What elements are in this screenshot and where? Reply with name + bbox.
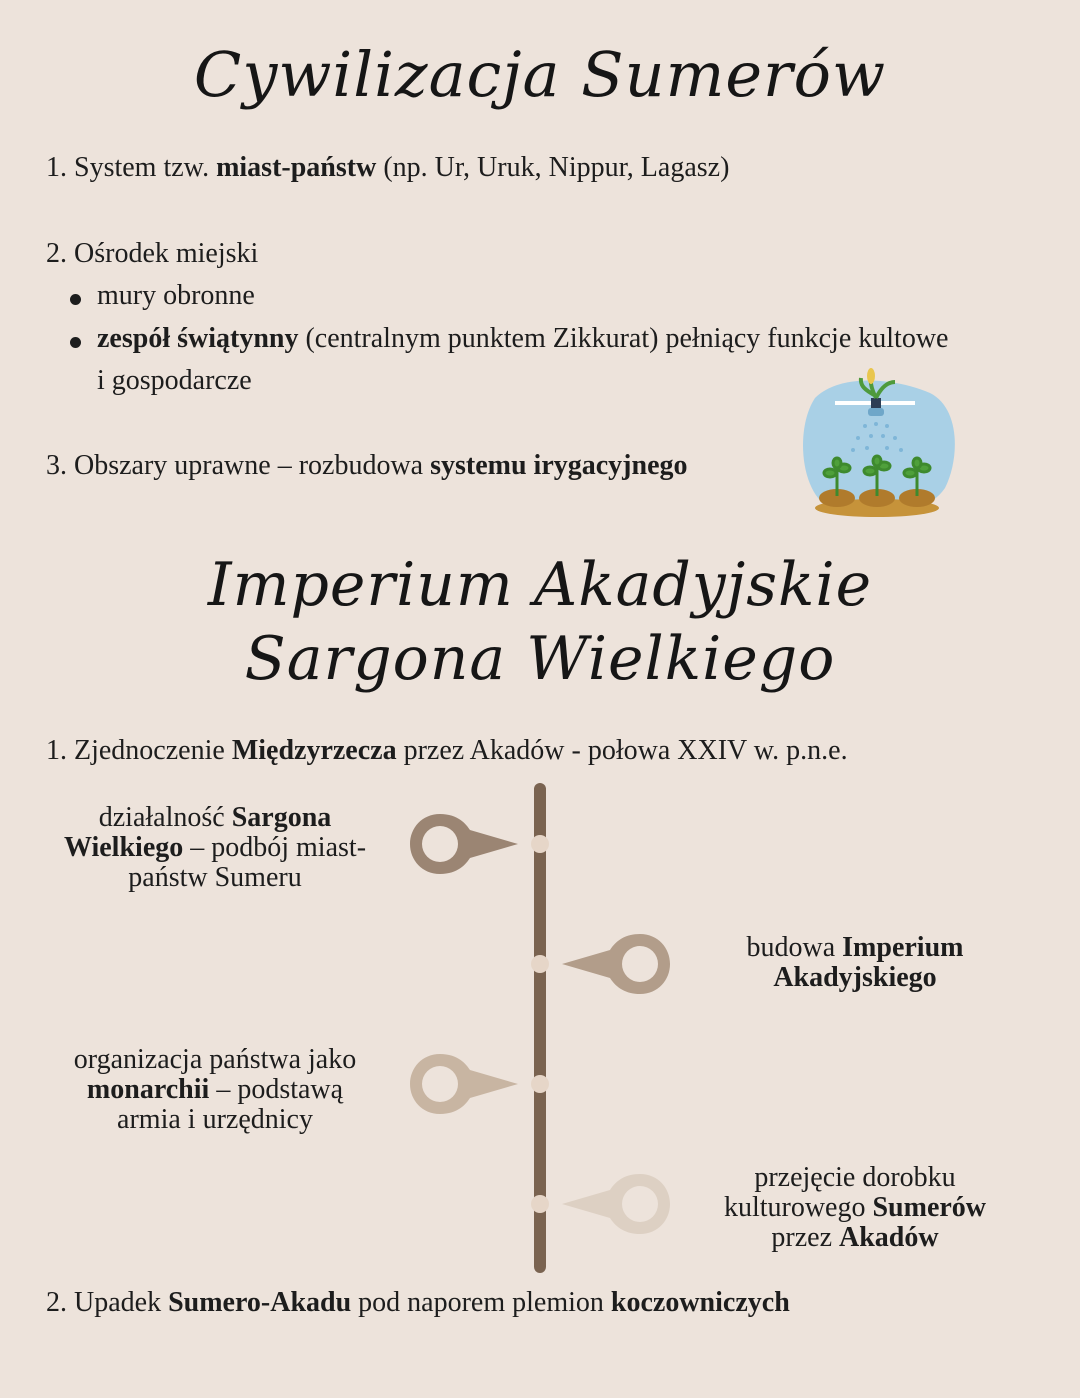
timeline-marker-3 (408, 1052, 520, 1116)
timeline-node (531, 835, 549, 853)
timeline-node (531, 955, 549, 973)
sumer-item-1: 1. System tzw. miast-państw (np. Ur, Uruk, Nippur, Lagasz) (46, 152, 730, 183)
title-line-1: Imperium Akadyjskie (207, 550, 873, 620)
page-title-sumer: Cywilizacja Sumerów (193, 38, 887, 111)
timeline-marker-2 (560, 932, 672, 996)
timeline-note-4: przejęcie dorobku kulturowego Sumerów przez Akadów (723, 1162, 987, 1253)
title-line-2: Sargona Wielkiego (244, 624, 836, 694)
timeline-note-2: budowa Imperium Akadyjskiego (746, 932, 964, 993)
bullet-dot (70, 337, 81, 348)
timeline-note-3: organizacja państwa jako monarchii – podstawą armia i urzędnicy (73, 1044, 357, 1135)
timeline-marker-1 (408, 812, 520, 876)
sumer-bullet-2-cont: i gospodarcze (97, 365, 252, 396)
timeline-note-1: działalność Sargona Wielkiego – podbój miast- państw Sumeru (63, 802, 367, 893)
timeline-node (531, 1075, 549, 1093)
sumer-bullet-1: mury obronne (97, 280, 255, 311)
akkad-item-1: 1. Zjednoczenie Międzyrzecza przez Akadów - połowa XXIV w. p.n.e. (46, 735, 848, 766)
irrigation-icon (795, 368, 960, 528)
akkad-item-2: 2. Upadek Sumero-Akadu pod naporem plemion koczowniczych (46, 1287, 790, 1318)
sumer-bullet-2: zespół świątynny (centralnym punktem Zikkurat) pełniący funkcje kultowe (97, 323, 949, 354)
sumer-item-2: 2. Ośrodek miejski (46, 238, 259, 269)
timeline-node (531, 1195, 549, 1213)
timeline-marker-4 (560, 1172, 672, 1236)
sumer-item-3: 3. Obszary uprawne – rozbudowa systemu irygacyjnego (46, 450, 688, 481)
page-title-akkad (0, 548, 1080, 696)
bullet-dot (70, 294, 81, 305)
